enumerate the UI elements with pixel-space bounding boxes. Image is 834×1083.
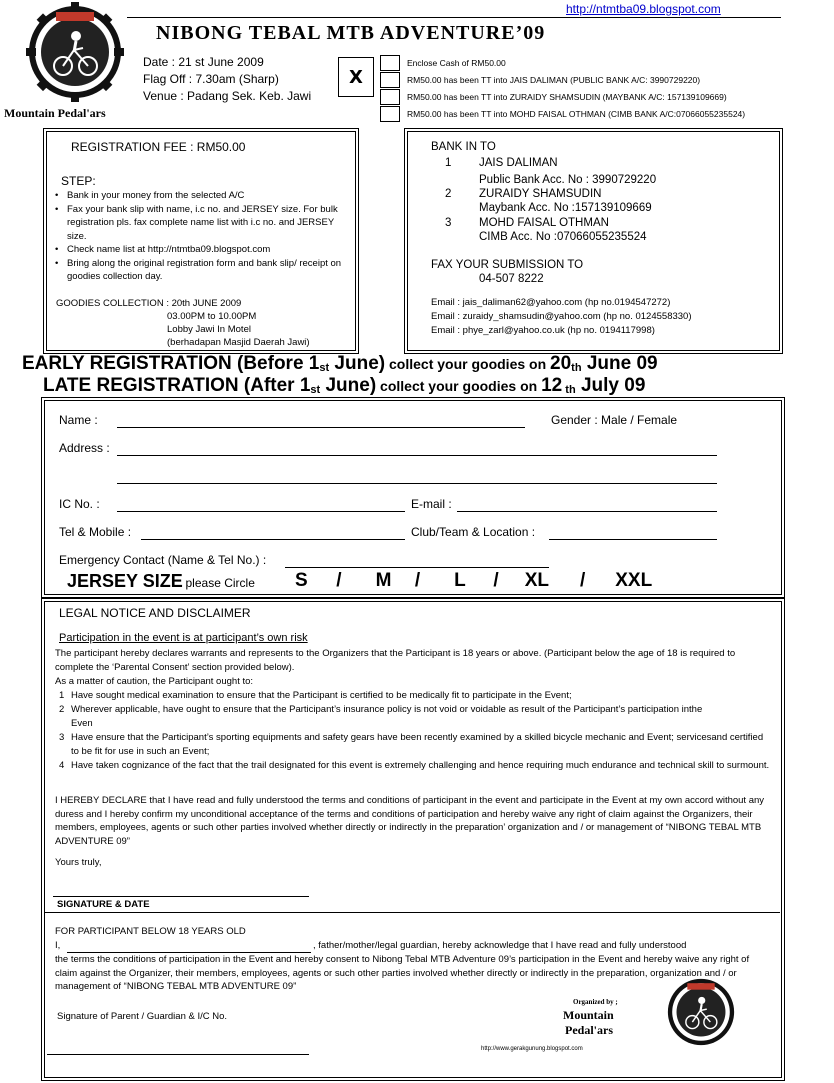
- page-title: NIBONG TEBAL MTB ADVENTURE’09: [156, 22, 546, 44]
- legal-notice: [44, 601, 782, 1078]
- early-collect-suffix: th: [571, 362, 582, 374]
- late-collect-day: 12: [541, 375, 563, 396]
- ic-label: IC No. :: [59, 497, 100, 511]
- jersey-size: [67, 571, 255, 592]
- step-item: • Check name list at http://ntmtba09.blogspot.com: [53, 243, 353, 257]
- goodies-label: GOODIES COLLECTION : 20th JUNE 2009: [56, 298, 242, 309]
- club-field[interactable]: [549, 539, 717, 540]
- bank-entry-name: MOHD FAISAL OTHMAN: [479, 217, 609, 229]
- payment-option-label: Enclose Cash of RM50.00: [407, 58, 506, 68]
- club-name: Mountain Pedal'ars: [4, 106, 106, 120]
- name-label: Name :: [59, 413, 98, 427]
- emergency-field[interactable]: [285, 567, 549, 568]
- legal-item-text: Have ensure that the Participant’s sporting equipments and safety gears have been recently examined by a skilled bicycle mechanic and Event; servicesand certified to be fit for use in such an Event;: [71, 732, 764, 757]
- address-field-line-2[interactable]: [117, 483, 717, 484]
- organizer-logo: [665, 976, 737, 1048]
- late-registration-month: June): [320, 375, 377, 396]
- bank-title: BANK IN TO: [431, 141, 496, 153]
- goodies-note: (berhadapan Masjid Daerah Jawi): [167, 337, 310, 348]
- early-registration: [22, 353, 658, 375]
- legal-title: LEGAL NOTICE AND DISCLAIMER: [59, 606, 251, 620]
- event-details: [143, 54, 311, 105]
- payment-option-label: RM50.00 has been TT into MOHD FAISAL OTHMAN (CIMB BANK A/C:07066055235524): [407, 109, 746, 119]
- organized-by: Organized by ;: [573, 998, 618, 1006]
- bank-entry-number: 2: [445, 188, 452, 200]
- legal-item: [59, 731, 771, 758]
- club-label: Club/Team & Location :: [411, 525, 536, 539]
- parental-title: FOR PARTICIPANT BELOW 18 YEARS OLD: [55, 926, 246, 937]
- bank-entry: [431, 187, 771, 217]
- fax-number: 04-507 8222: [479, 273, 544, 285]
- section-divider: [45, 912, 780, 913]
- bank-entry-number: 1: [445, 157, 452, 169]
- legal-caution: As a matter of caution, the Participant ought to:: [55, 676, 254, 687]
- legal-declaration: I HEREBY DECLARE that I have read and fully understood the terms and conditions of participant in the event and participate in the Event at my own accord without any duress and I hereby confirm my unconditional acceptance of the terms and conditions of participation and hereby waive any right of claim against the Organizers, their members, employees, agents or such other parties involved whether directly or indirectly in the preparation’ organization and / or management of “NIBONG TEBAL MTB ADVENTURE 09”: [55, 795, 765, 847]
- size-option-xl[interactable]: XL: [524, 570, 549, 591]
- legal-subtitle: Participation in the event is at participant’s own risk: [59, 632, 308, 644]
- bank-entry-account: Maybank Acc. No :157139109669: [479, 202, 652, 214]
- club-logo: [26, 2, 124, 102]
- early-collect-text: collect your goodies on: [385, 356, 551, 372]
- signature-line[interactable]: [53, 896, 309, 897]
- contact-email: Email : zuraidy_shamsudin@yahoo.com (hp no. 0124558330): [431, 311, 692, 322]
- header-rule: [127, 17, 781, 18]
- bank-entry-name: ZURAIDY SHAMSUDIN: [479, 188, 602, 200]
- step-item: • Fax your bank slip with name, i.c no. and JERSEY size. For bulk registration pls. fax complete name list with i.c no. and JERSEY size.: [53, 203, 353, 244]
- email-field[interactable]: [457, 511, 717, 512]
- signature-label: SIGNATURE & DATE: [57, 899, 150, 910]
- tel-label: Tel & Mobile :: [59, 525, 132, 539]
- late-collect-month: July 09: [575, 375, 646, 396]
- bank-box: [407, 131, 780, 351]
- gender-label[interactable]: Gender : Male / Female: [551, 413, 678, 427]
- yours-truly: Yours truly,: [55, 857, 102, 868]
- website-link[interactable]: http://ntmtba09.blogspot.com: [566, 2, 721, 16]
- address-label: Address :: [59, 441, 110, 455]
- early-collect-day: 20: [550, 353, 572, 374]
- organizer-name-2: Pedal'ars: [565, 1023, 613, 1037]
- legal-item: [59, 759, 771, 773]
- legal-item-text: Have sought medical examination to ensure that the Participant is certified to be medically fit to participate in the Event;: [71, 690, 572, 701]
- goodies-collection: [56, 297, 310, 349]
- goodies-time: 03.00PM to 10.00PM: [167, 311, 257, 322]
- fee-box: [46, 131, 356, 351]
- early-registration-text: EARLY REGISTRATION (Before 1: [22, 353, 320, 374]
- payment-checkbox[interactable]: [380, 89, 400, 105]
- payment-checkbox[interactable]: [380, 72, 400, 88]
- parental-signature-line[interactable]: [47, 1054, 309, 1055]
- size-separator: /: [579, 570, 586, 591]
- bank-entry-account: CIMB Acc. No :07066055235524: [479, 231, 647, 243]
- bank-entry-account: Public Bank Acc. No : 3990729220: [479, 174, 657, 186]
- late-registration-text: LATE REGISTRATION (After 1: [43, 375, 311, 396]
- size-separator: /: [336, 570, 342, 591]
- fax-title: FAX YOUR SUBMISSION TO: [431, 259, 584, 271]
- early-registration-month: June): [329, 353, 386, 374]
- selected-mark: X: [338, 57, 374, 97]
- organizer-url: http://www.gerakgunung.blogspot.com: [481, 1046, 583, 1052]
- address-field-line-1[interactable]: [117, 455, 717, 456]
- payment-option-label: RM50.00 has been TT into ZURAIDY SHAMSUDIN (MAYBANK A/C: 157139109669): [407, 92, 727, 102]
- tel-field[interactable]: [141, 539, 405, 540]
- size-option-l[interactable]: L: [454, 570, 466, 591]
- step-list: [53, 189, 353, 284]
- name-field[interactable]: [117, 427, 525, 428]
- early-registration-suffix: st: [319, 362, 330, 374]
- bank-entry: [431, 216, 771, 246]
- size-separator: /: [493, 570, 499, 591]
- size-option-xxl[interactable]: XXL: [615, 570, 653, 591]
- event-venue: Venue : Padang Sek. Keb. Jawi: [143, 89, 312, 103]
- goodies-place: Lobby Jawi In Motel: [167, 324, 251, 335]
- bank-entry-name: JAIS DALIMAN: [479, 157, 558, 169]
- step-title: STEP:: [61, 174, 96, 188]
- organizer-name-1: Mountain: [563, 1008, 614, 1022]
- parental-text-2: the terms the conditions of participation in the Event and hereby consent to Nibong Tebal MTB Adventure 09’s participation in the Event and hereby waive any right of claim against the Organizer, their members, employees, agents or such other parties involved whether directly or indirectly in the preparation, organization and / or management of “NIBONG TEBAL MTB ADVENTURE 09”: [55, 954, 750, 993]
- size-separator: /: [414, 570, 421, 591]
- size-option-s[interactable]: S: [295, 570, 308, 591]
- payment-option-label: RM50.00 has been TT into JAIS DALIMAN (PUBLIC BANK A/C: 3990729220): [407, 75, 701, 85]
- jersey-hint: please Circle: [185, 576, 255, 590]
- legal-item-text: Wherever applicable, have ought to ensure that the Participant’s insurance policy is not void or voidable as result of the Participant’s participation inthe Even: [71, 704, 703, 729]
- legal-intro: The participant hereby declares warrants and represents to the Organizers that the Participant is 18 years or above. (Participant below the age of 18 is required to complete the ‘Parental Consent’ section provided below).: [55, 648, 736, 673]
- bank-entry-number: 3: [445, 217, 452, 229]
- step-item: • Bring along the original registration form and bank slip/ receipt on goodies collection day.: [53, 257, 353, 284]
- legal-item-number: 1: [59, 690, 65, 701]
- late-registration-suffix: st: [310, 384, 321, 396]
- contact-email: Email : jais_daliman62@yahoo.com (hp no.0194547272): [431, 297, 671, 308]
- early-collect-month: June 09: [581, 353, 658, 374]
- size-option-m[interactable]: M: [375, 570, 392, 591]
- event-flag-off: Flag Off : 7.30am (Sharp): [143, 72, 279, 86]
- legal-item-number: 3: [59, 732, 65, 743]
- payment-checkbox[interactable]: [380, 55, 400, 71]
- late-registration: [43, 375, 645, 397]
- bank-entry: [431, 156, 771, 186]
- contact-email: Email : phye_zarl@yahoo.co.uk (hp no. 0194117998): [431, 325, 655, 336]
- email-list: [431, 296, 692, 338]
- step-item: • Bank in your money from the selected A/C: [53, 189, 353, 203]
- parental-i: I,: [55, 940, 61, 951]
- parental-signature-label: Signature of Parent / Guardian & I/C No.: [57, 1011, 228, 1022]
- ic-field[interactable]: [117, 511, 405, 512]
- late-collect-suffix: th: [562, 384, 576, 396]
- legal-item-number: 2: [59, 704, 65, 715]
- jersey-label: JERSEY SIZE: [67, 571, 183, 591]
- legal-item-number: 4: [59, 760, 65, 771]
- event-date: Date : 21 st June 2009: [143, 55, 264, 69]
- legal-item: [59, 689, 771, 703]
- email-label: E-mail :: [411, 497, 452, 511]
- registration-form: [44, 400, 782, 595]
- late-collect-text: collect your goodies on: [376, 378, 542, 394]
- legal-item-text: Have taken cognizance of the fact that the trail designated for this event is extremely challenging and hence requiring much endurance and technical skill to surmount.: [71, 760, 770, 771]
- legal-item: [59, 703, 719, 730]
- emergency-label: Emergency Contact (Name & Tel No.) :: [59, 553, 267, 567]
- parental-text-1: , father/mother/legal guardian, hereby acknowledge that I have read and fully understood: [313, 940, 687, 951]
- payment-checkbox[interactable]: [380, 106, 400, 122]
- registration-fee: REGISTRATION FEE : RM50.00: [71, 140, 246, 154]
- jersey-size-options: [295, 570, 652, 592]
